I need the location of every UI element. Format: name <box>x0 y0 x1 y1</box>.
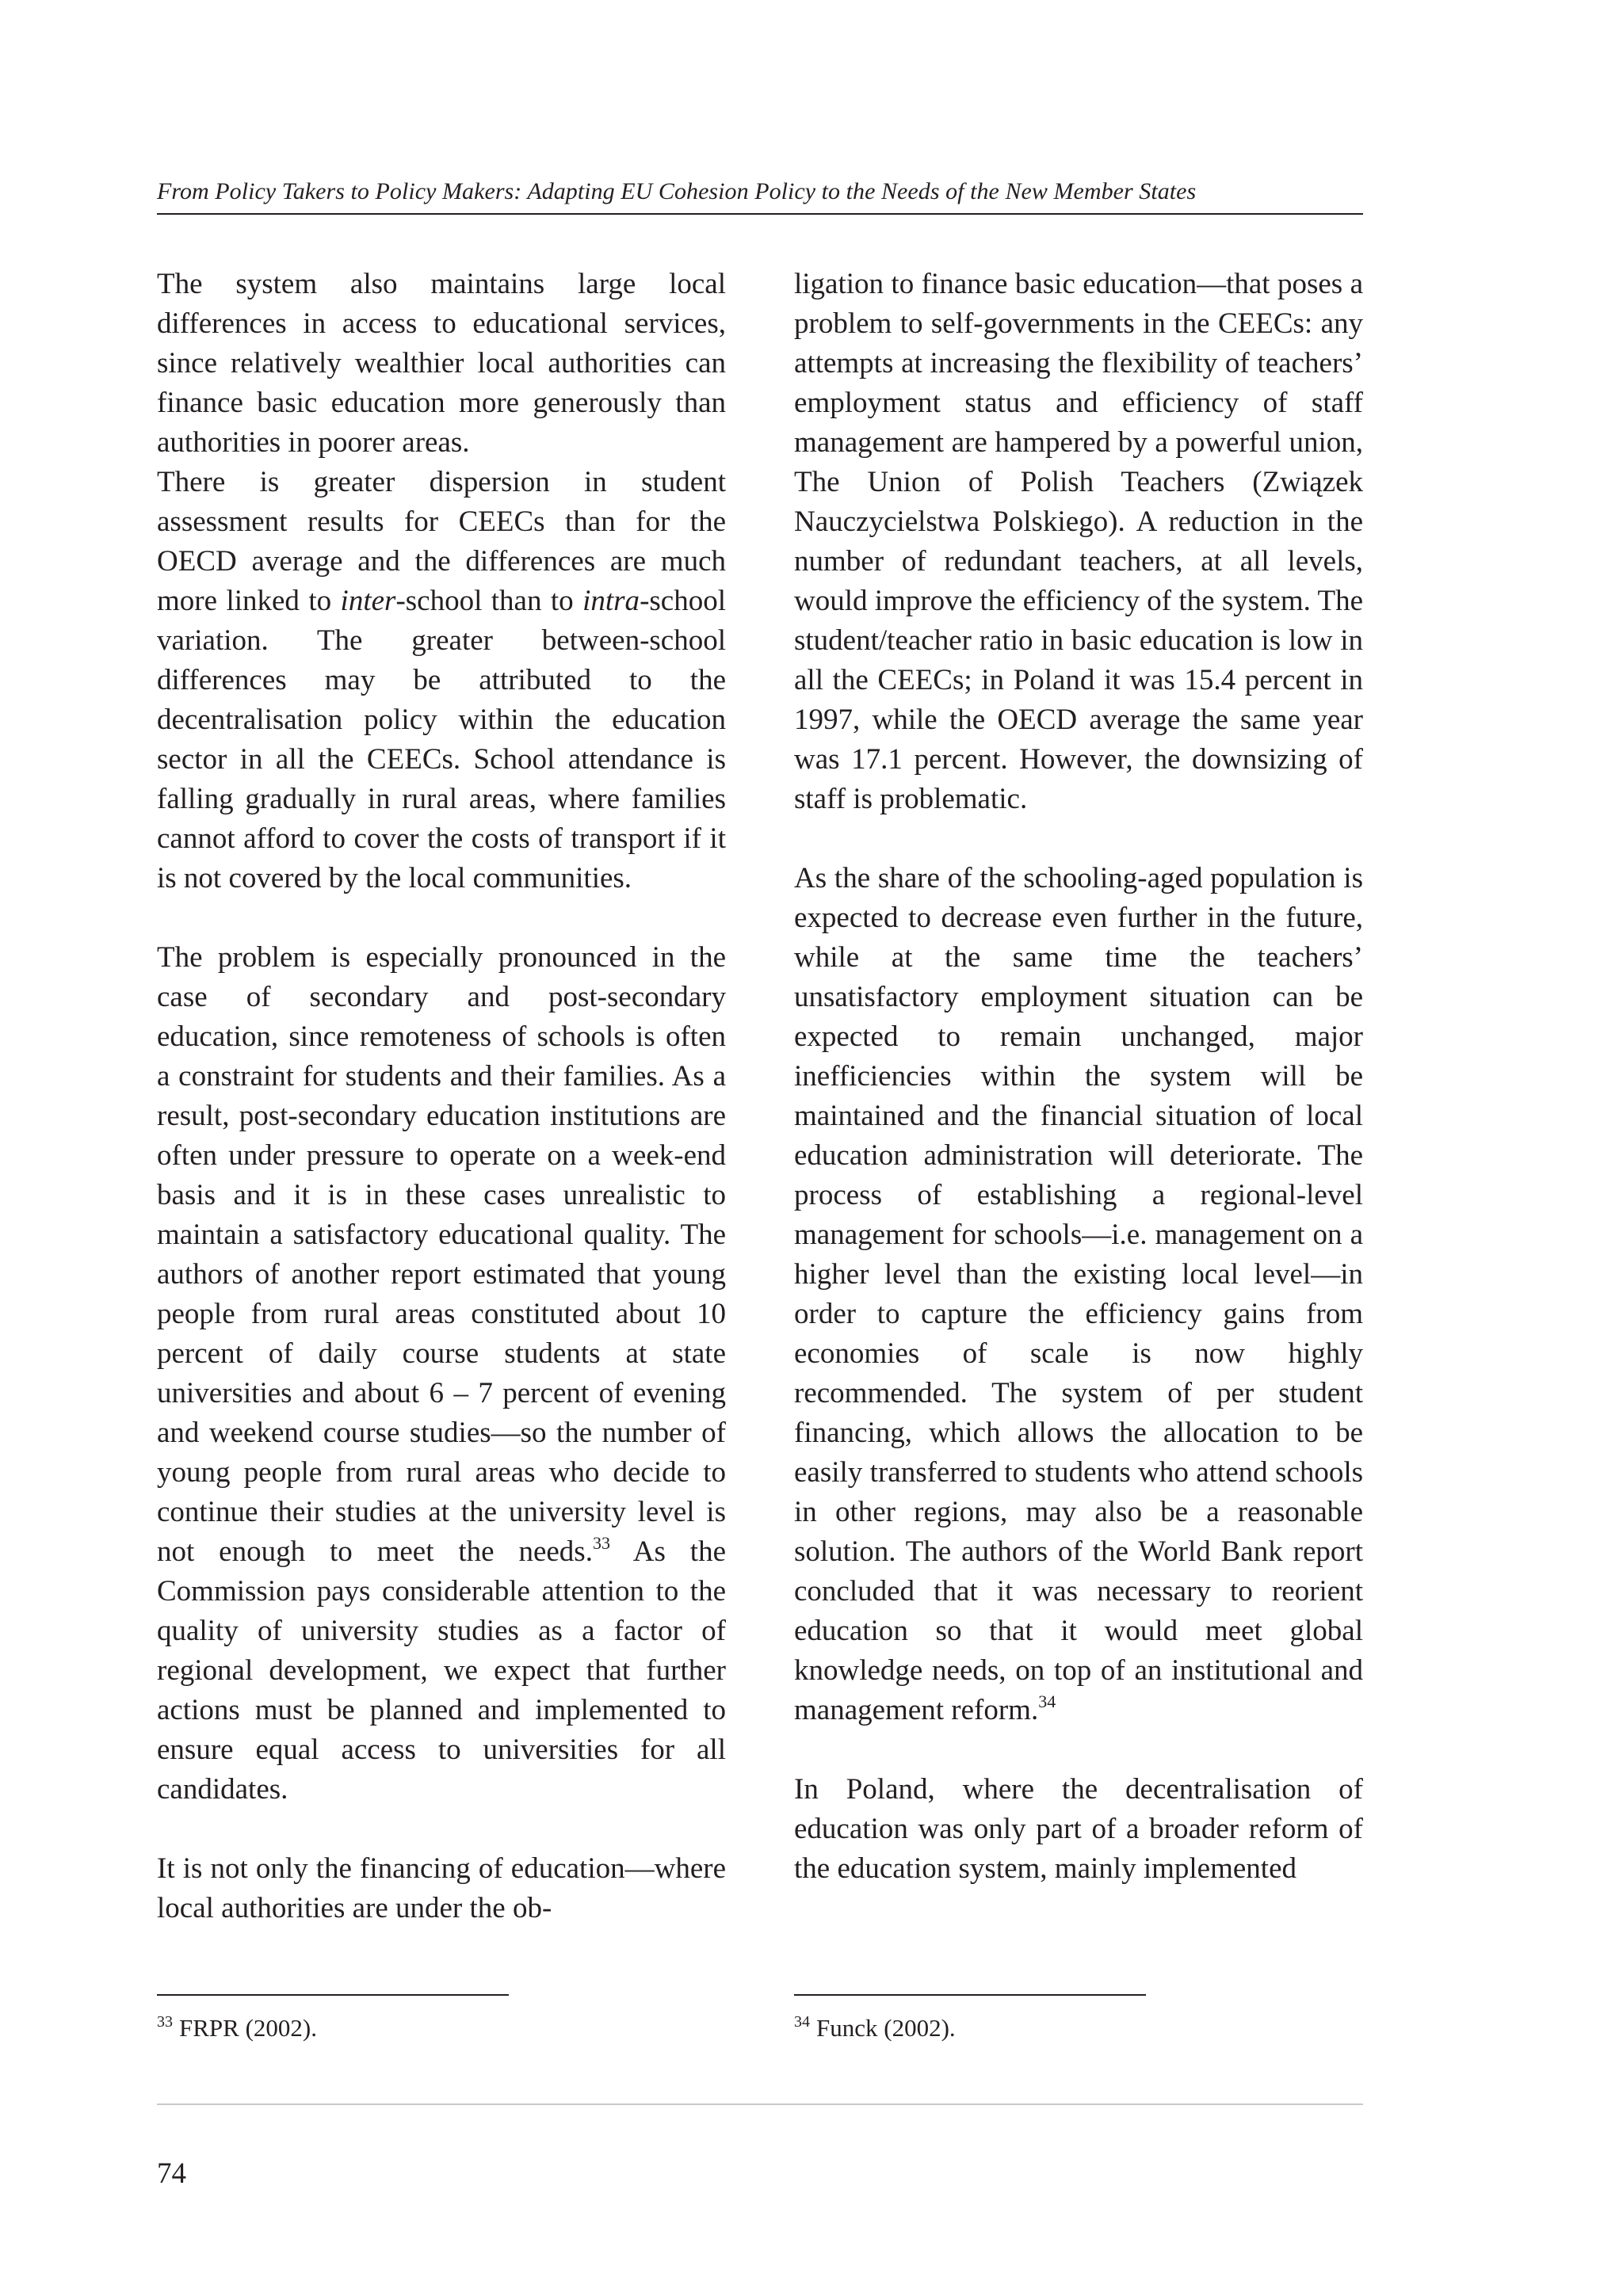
left-paragraph-3-part-a: The problem is especially pronounced in the case of secondary and post-secondary education, since remoteness of schools is often a constraint for students and their families. As a result, post-secondary education institutions are often under pressure to operate on a week-end basis and it is in these cases unrealistic to maintain a satisfactory educational quality. The authors of another report estimated that young people from rural areas constituted about 10 percent of daily course students at state universities and about 6 – 7 percent of evening and weekend course studies—so the number of young people from rural areas who decide to continue their studies at the university level is not enough to meet the needs. <box>157 941 726 1568</box>
left-column <box>157 265 726 1928</box>
footnote-33 <box>157 2012 317 2044</box>
footnote-33-number: 33 <box>157 2013 173 2031</box>
intra-emphasis: intra <box>582 585 640 617</box>
footer-rule <box>157 2103 1363 2105</box>
left-paragraph-3-part-b: As the Commission pays considerable attention to the quality of university studies as a factor of regional development, we expect that further actions must be planned and implemented to ensure equal access to universities for all candidates. <box>157 1535 726 1806</box>
left-paragraph-4: It is not only the financing of education—where local authorities are under the ob- <box>157 1852 726 1924</box>
running-header: From Policy Takers to Policy Makers: Adapting EU Cohesion Policy to the Needs of the New Member States <box>157 178 1197 204</box>
inter-emphasis: inter <box>340 585 396 617</box>
header-rule <box>157 213 1363 215</box>
footnote-34-text: Funck (2002). <box>816 2014 956 2042</box>
footnote-rule-right <box>794 1994 1146 1996</box>
left-paragraph-2-part-c: -school variation. The greater between-school differences may be attributed to the decentralisation policy within the education sector in all the CEECs. School attendance is falling gradually in rural areas, where families cannot afford to cover the costs of transport if it is not covered by the local communities. <box>157 585 726 894</box>
footnote-ref-33: 33 <box>592 1533 610 1553</box>
left-paragraph-2-part-b: -school than to <box>395 585 583 617</box>
left-paragraph-2-part-a: There is greater dispersion in student assessment results for CEECs than for the OECD average and the differences are much more linked to <box>157 466 726 617</box>
left-paragraph-3 <box>157 938 726 1810</box>
right-paragraph-2-part-a: As the share of the schooling-aged population is expected to decrease even further in the future, while at the same time the teachers’ unsatisfactory employment situation can be expected to remain unchanged, major inefficiencies within the system will be maintained and the financial situation of local education administration will deteriorate. The process of establishing a regional-level management for schools—i.e. management on a higher level than the existing local level—in order to capture the efficiency gains from economies of scale is now highly recommended. The system of per student financing, which allows the allocation to be easily transferred to students who attend schools in other regions, may also be a reasonable solution. The authors of the World Bank report concluded that it was necessary to reorient education so that it would meet global knowledge needs, on top of an institutional and management reform. <box>794 862 1363 1726</box>
left-paragraph-1: The system also maintains large local differences in access to educational services, since relatively wealthier local authorities can finance basic education more generously than authorities in poorer areas. <box>157 268 726 459</box>
footnote-34 <box>794 2012 956 2044</box>
footnote-rule-left <box>157 1994 509 1996</box>
left-paragraph-2 <box>157 463 726 898</box>
page-number: 74 <box>157 2157 186 2190</box>
footnote-33-text: FRPR (2002). <box>179 2014 317 2042</box>
right-paragraph-1: ligation to finance basic education—that poses a problem to self-governments in the CEECs: any attempts at increasing the flexibility of teachers’ employment status and efficiency of staff management are hampered by a powerful union, The Union of Polish Teachers (Związek Nauczycielstwa Polskiego). A reduction in the number of redundant teachers, at all levels, would improve the efficiency of the system. The student/teacher ratio in basic education is low in all the CEECs; in Poland it was 15.4 percent in 1997, while the OECD average the same year was 17.1 percent. However, the downsizing of staff is problematic. <box>794 268 1363 815</box>
right-paragraph-2 <box>794 859 1363 1730</box>
footnote-ref-34: 34 <box>1038 1691 1056 1711</box>
right-column <box>794 265 1363 1889</box>
footnote-34-number: 34 <box>794 2013 810 2031</box>
right-paragraph-3: In Poland, where the decentralisation of education was only part of a broader reform of the education system, mainly implemented <box>794 1773 1363 1885</box>
